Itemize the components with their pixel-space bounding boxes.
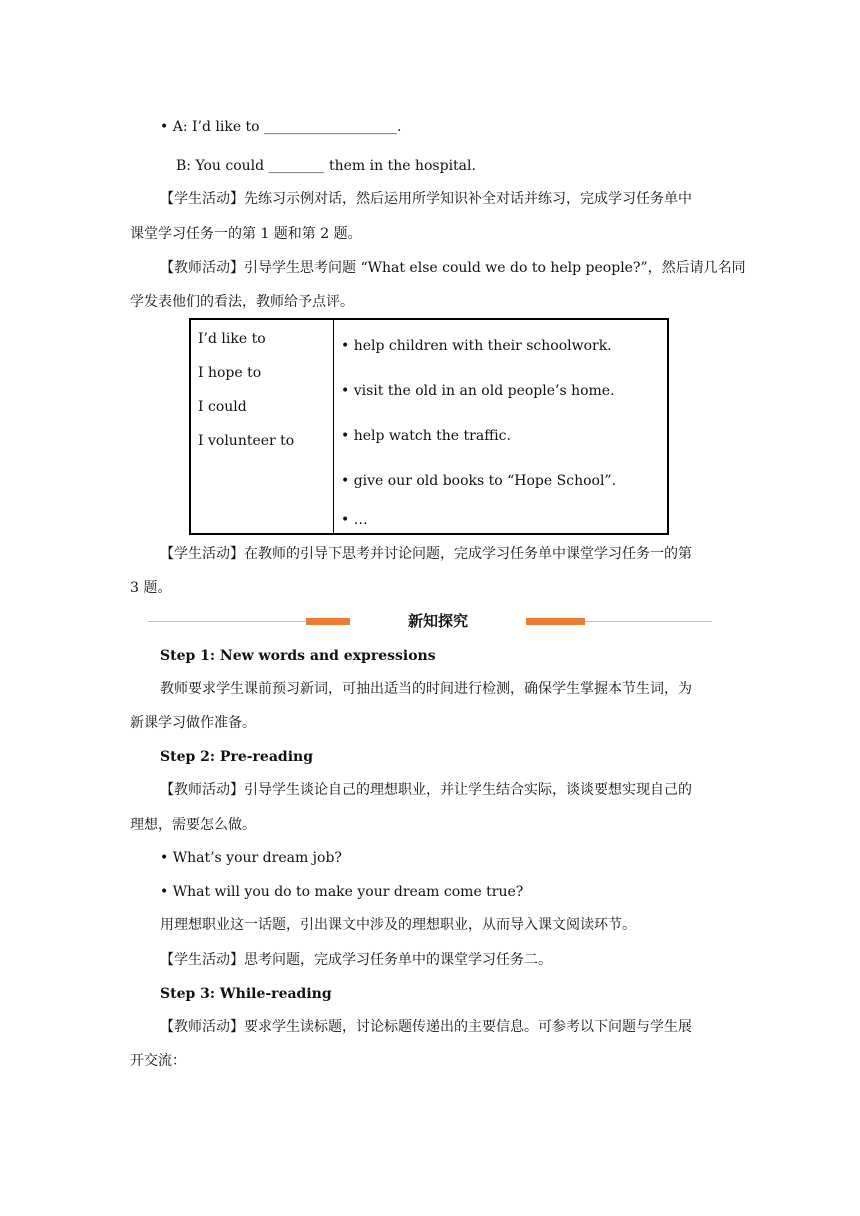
step2-line4: 【学生活动】思考问题，完成学习任务单中的课堂学习任务二。 bbox=[160, 952, 552, 968]
table-divider bbox=[333, 320, 334, 533]
step1-line1: 教师要求学生课前预习新词，可抽出适当的时间进行检测，确保学生掌握本节生词，为 bbox=[160, 681, 692, 697]
section-title: 新知探究 bbox=[407, 612, 468, 630]
step2-line2: 理想，需要怎么做。 bbox=[130, 817, 256, 833]
student-activity-1-line1: 【学生活动】先练习示例对话，然后运用所学知识补全对话并练习，完成学习任务单中 bbox=[160, 191, 692, 207]
table-right-cell: • help children with their schoolwork. bbox=[341, 338, 612, 354]
step2-line3: 用理想职业这一话题，引出课文中涉及的理想职业，从而导入课文阅读环节。 bbox=[160, 917, 636, 933]
table-right-cell: • give our old books to “Hope School”. bbox=[341, 473, 617, 489]
dialogue-line-a: • A: I’d like to ___________________. bbox=[160, 119, 402, 135]
step3-line1: 【教师活动】要求学生读标题，讨论标题传递出的主要信息。可参考以下问题与学生展 bbox=[160, 1019, 692, 1035]
step2-line1: 【教师活动】引导学生谈论自己的理想职业，并让学生结合实际，谈谈要想实现自己的 bbox=[160, 782, 692, 798]
step1-heading: Step 1: New words and expressions bbox=[160, 648, 436, 664]
dialogue-line-b: B: You could ________ them in the hospital. bbox=[176, 158, 476, 174]
table-left-cell: I could bbox=[198, 399, 247, 415]
step3-heading: Step 3: While-reading bbox=[160, 986, 332, 1002]
student-activity-2-line1: 【学生活动】在教师的引导下思考并讨论问题，完成学习任务单中课堂学习任务一的第 bbox=[160, 546, 692, 562]
teacher-activity-1-line2: 学发表他们的看法，教师给予点评。 bbox=[130, 294, 354, 310]
table-right-cell: • help watch the traffic. bbox=[341, 428, 511, 444]
table-left-cell: I volunteer to bbox=[198, 433, 295, 449]
step2-question-2: • What will you do to make your dream come true? bbox=[160, 884, 524, 900]
section-rule-right bbox=[585, 621, 712, 622]
student-activity-2-line2: 3 题。 bbox=[130, 580, 172, 596]
table-left-cell: I hope to bbox=[198, 365, 262, 381]
table-right-cell: • … bbox=[341, 512, 368, 528]
section-rule-left bbox=[148, 621, 306, 622]
section-bar-right bbox=[526, 618, 585, 625]
table-right-cell: • visit the old in an old people’s home. bbox=[341, 383, 615, 399]
student-activity-1-line2: 课堂学习任务一的第 1 题和第 2 题。 bbox=[130, 226, 362, 242]
table-left-cell: I’d like to bbox=[198, 331, 266, 347]
section-bar-left bbox=[306, 618, 350, 625]
step1-line2: 新课学习做作准备。 bbox=[130, 715, 256, 731]
step3-line2: 开交流： bbox=[130, 1053, 186, 1069]
section-header bbox=[0, 610, 860, 634]
step2-heading: Step 2: Pre-reading bbox=[160, 749, 313, 765]
step2-question-1: • What’s your dream job? bbox=[160, 850, 342, 866]
teacher-activity-1-line1: 【教师活动】引导学生思考问题 “What else could we do to help people?”，然后请几名同 bbox=[160, 260, 746, 276]
phrase-table bbox=[189, 318, 669, 535]
